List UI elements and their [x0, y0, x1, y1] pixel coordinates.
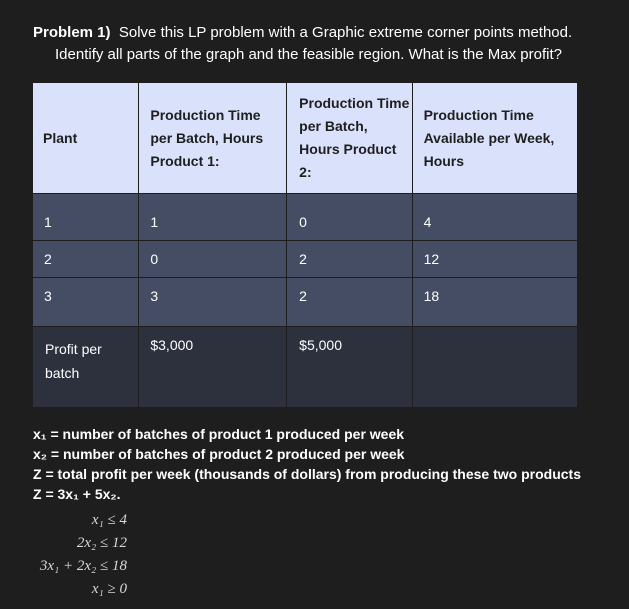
profit-product-2: $5,000: [287, 327, 412, 408]
cell-available: 18: [412, 278, 577, 327]
table-row: [33, 241, 578, 278]
table-row: [33, 278, 578, 327]
cell-product-2: 0: [287, 194, 412, 241]
problem-label: Problem 1): [33, 24, 111, 41]
table-header-row: [33, 83, 578, 194]
cell-available: 12: [412, 241, 577, 278]
cell-product-1: 0: [139, 241, 287, 278]
profit-row: [33, 327, 578, 408]
cell-product-2: 2: [287, 241, 412, 278]
header-available: Production Time Available per Week, Hours: [412, 83, 577, 194]
cell-plant: 1: [33, 194, 139, 241]
definition-x1: x₁ = number of batches of product 1 produced per week: [33, 426, 405, 442]
cell-plant: 3: [33, 278, 139, 327]
cell-product-2: 2: [287, 278, 412, 327]
definition-z: Z = total profit per week (thousands of dollars) from producing these two products: [33, 466, 581, 482]
problem-line-1: Solve this LP problem with a Graphic extreme corner points method.: [118, 24, 573, 41]
problem-line-2: Identify all parts of the graph and the feasible region. What is the Max profit?: [55, 46, 562, 63]
cell-product-1: 1: [139, 194, 287, 241]
header-product-1: Production Time per Batch, Hours Product 1:: [139, 83, 287, 194]
variable-definitions: [33, 424, 581, 504]
profit-available: [412, 327, 577, 408]
constraint: x₁ ≥ 0: [91, 581, 127, 597]
cell-plant: 2: [33, 241, 139, 278]
profit-product-1: $3,000: [139, 327, 287, 408]
profit-label: Profit per batch: [33, 327, 139, 408]
production-table: [32, 82, 578, 408]
objective-function: Z = 3x₁ + 5x₂.: [33, 486, 121, 502]
problem-statement: [33, 22, 613, 66]
constraint: x₁ ≤ 4: [91, 512, 127, 528]
constraint: 2x₂ ≤ 12: [76, 535, 127, 551]
header-plant: Plant: [33, 83, 139, 194]
definition-x2: x₂ = number of batches of product 2 produced per week: [33, 446, 405, 462]
header-product-2: Production Time per Batch, Hours Product 2:: [287, 83, 412, 194]
table-row: [33, 194, 578, 241]
cell-product-1: 3: [139, 278, 287, 327]
constraints-list: [35, 509, 127, 601]
cell-available: 4: [412, 194, 577, 241]
constraint: 3x₁ + 2x₂ ≤ 18: [39, 558, 127, 574]
